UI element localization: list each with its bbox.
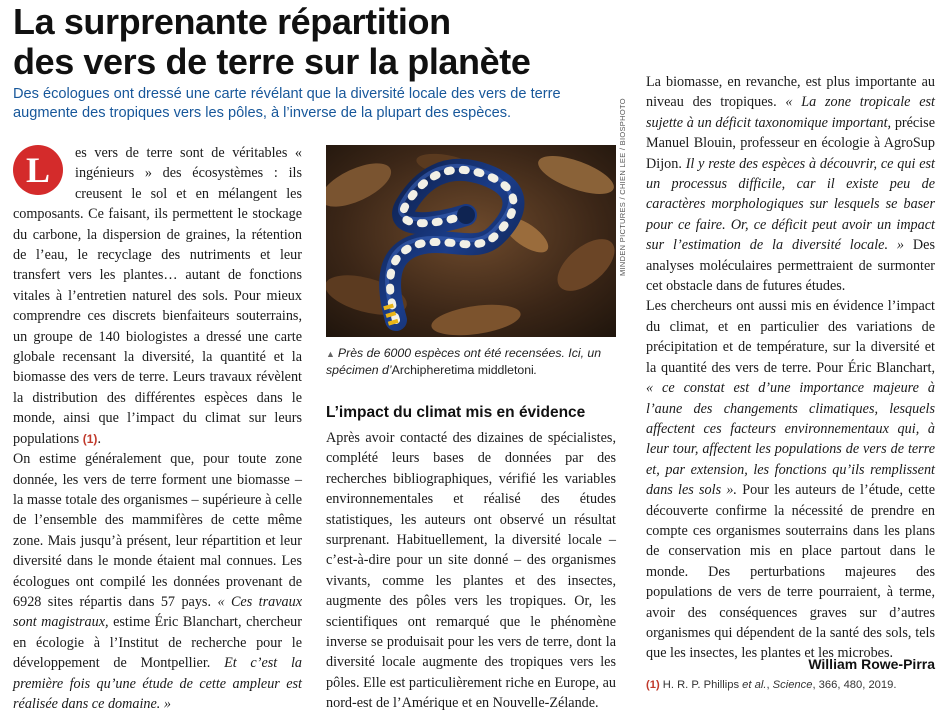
paragraph-3: Après avoir contacté des dizaines de spécialistes, complété leurs bases de données par des recherches bibliographiques, vérifié les variables environnementales et réalisé des études statistiques, les auteurs ont observé un résultat surprenant. Habituellement, la diversité locale – c’est-à-dire pour un site donné – des organismes vivants, comme les plantes et des insectes, augmente des pôles vers les tropiques. Or, les scientifiques ont remarqué que le phénomène inverse se produisait pour les vers de terre, dont la diversité locale augmente des tropiques vers les pôles. Elle est particulièrement riche en Europe, au nord-est de l’Amérique et en Nouvelle-Zélande. bbox=[326, 430, 616, 712]
section-subheading: L’impact du climat mis en évidence bbox=[326, 404, 586, 421]
article-column-3 bbox=[646, 72, 935, 664]
quote-blouin-2: Il y reste des espèces à découvrir, ce qui est un processus difficile, car il existe peu de caractères morphologiques sur lesquels se baser pour ce faire. Or, ce déficit peut avoir un impact sur l’estimation de la diversité locale. » bbox=[646, 155, 935, 254]
quote-blanchart-1: « Ces travaux sont magistraux, bbox=[13, 593, 302, 631]
quote-blouin-1: « La zone tropicale est sujette à un déficit taxonomique important, bbox=[646, 94, 936, 131]
caption-triangle-icon: ▲ bbox=[326, 349, 335, 359]
dropcap-badge: L bbox=[13, 145, 63, 195]
footnote-etal: et al. bbox=[742, 679, 767, 691]
footnote-journal: Science bbox=[772, 679, 813, 691]
reference-mark: (1) bbox=[82, 431, 98, 446]
paragraph-4-attribution: précise Manuel Blouin, professeur en écologie à AgroSup Dijon. bbox=[646, 114, 935, 172]
quote-blanchart-2: Et c’est la première fois qu’une étude de cette ampleur est réalisée dans ce domaine. » bbox=[13, 655, 302, 712]
earthworm-image bbox=[326, 145, 616, 337]
paragraph-4 bbox=[646, 72, 935, 296]
photo-credit-text: MINDEN PICTURES / CHIEN LEE / BIOSPHOTO bbox=[618, 98, 627, 276]
article-title bbox=[13, 2, 530, 82]
paragraph-4-text: La biomasse, en revanche, est plus importante au niveau des tropiques. bbox=[646, 74, 935, 111]
paragraph-1 bbox=[13, 143, 302, 449]
paragraph-5 bbox=[646, 296, 935, 663]
paragraph-2 bbox=[13, 449, 302, 714]
caption-species: Archipheretima middletoni bbox=[391, 363, 534, 377]
title-line-2: des vers de terre sur la planète bbox=[13, 41, 531, 82]
paragraph-1-text: es vers de terre sont de véritables « ingénieurs » des écosystèmes : ils creusent le sol et en mélangent les composants. Ce faisant, ils permettent le stockage du carbone, la dispersion de graines, la rétention de l’eau, le recyclage des nutriments et leur transfert vers les plantes… autant de fonctions vitales à l’entretien naturel des sols. Pour mieux comprendre ces discrets bienfaiteurs souterrains, un groupe de 140 biologistes a dressé une carte globale recensant la diversité, la quantité et la biomasse des vers de terre. Leurs travaux révèlent la distribution des différentes espèces dans le monde, ainsi que l’impact du climat sur leurs populations bbox=[13, 145, 302, 447]
paragraph-5-text: Les chercheurs ont aussi mis en évidence l’impact du climat, et en particulier des variations de précipitation et de température, sur la diversité et la quantité des vers de terre. Pour Éric Blanchart, bbox=[646, 298, 935, 376]
article-column-2 bbox=[326, 428, 616, 714]
caption-end: . bbox=[533, 363, 538, 377]
paragraph-2-text: On estime généralement que, pour toute zone donnée, les vers de terre forment une biomasse – la masse totale des organismes – supérieure à celle de l’ensemble des mammifères de cette même zone. Mais jusqu’à présent, leur répartition et leur diversité dans le monde étaient mal connues. Les écologues ont compilé les données provenant de 6928 sites répartis dans 57 pays. bbox=[13, 451, 302, 610]
author-signature: William Rowe-Pirra bbox=[808, 656, 935, 672]
paragraph-2-attribution: estime Éric Blanchart, chercheur en écologie à l’Institut de recherche pour le développement de Montpellier. bbox=[13, 614, 302, 672]
footnote-details: , 366, 480, 2019. bbox=[812, 679, 897, 691]
earthworm-photo bbox=[326, 145, 616, 337]
caption-text: Près de 6000 espèces ont été recensées. Ici, un spécimen d’ bbox=[326, 346, 602, 377]
footnote bbox=[646, 679, 935, 691]
paragraph-4-end: Des analyses moléculaires permettraient de surmonter cet obstacle dans de futures études. bbox=[646, 237, 935, 295]
quote-blanchart-3: « ce constat est d’une importance majeure à l’aune des changements climatiques, lesquels affectent ces facteurs environnementaux qui, à leur tour, affectent les populations de vers de terre et, par extension, les fonctions qu’ils remplissent dans les sols ». bbox=[646, 380, 935, 499]
footnote-separator: , bbox=[766, 679, 773, 691]
article-column-1 bbox=[13, 143, 302, 714]
footnote-authors: H. R. P. Phillips bbox=[659, 679, 743, 691]
paragraph-5-end: Pour les auteurs de l’étude, cette découverte confirme la nécessité de prendre en compte ces organismes souterrains dans les plans de conservation mis en place partout dans le monde. Des perturbations majeures des populations de vers de terre pourraient, à terme, avoir des conséquences graves sur d’autres organismes qui dépendent de la santé des sols, tels que les insectes, les plantes et les microbes. bbox=[646, 482, 936, 662]
photo-caption bbox=[326, 345, 616, 378]
footnote-number: (1) bbox=[646, 679, 660, 691]
title-line-1: La surprenante répartition bbox=[13, 1, 451, 42]
article-lead: Des écologues ont dressé une carte révélant que la diversité locale des vers de terre augmente des tropiques vers les pôles, à l’inverse de la plupart des espèces. bbox=[13, 86, 561, 121]
paragraph-1-end: . bbox=[97, 430, 101, 447]
photo-credit bbox=[615, 46, 633, 276]
